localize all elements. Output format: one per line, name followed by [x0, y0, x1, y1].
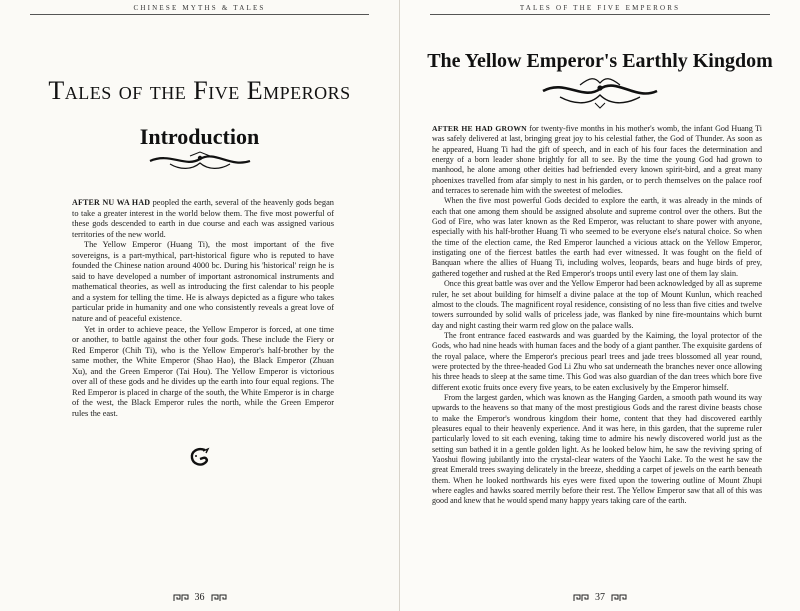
paragraph: The front entrance faced eastwards and was guarded by the Kaiming, the loyal protector of the Gods, who had nine heads with human faces and the body of a giant panther. The exquisite gardens of the royal palace, where the Emperor's precious pearl trees and jade trees blossomed all year round, were protected by the three-headed God Li Zhu who sat underneath the branches never once allowing his three heads to sleep at the same time. This God was also guardian of the dan trees which bore five different exotic fruits once every five years, to be eaten exclusively by the Emperor himself.	[432, 330, 762, 392]
key-pattern-ornament-icon	[173, 594, 189, 602]
left-body-text	[72, 198, 334, 419]
folio-left	[0, 592, 399, 603]
page-number: 37	[595, 592, 605, 603]
right-body-text	[432, 124, 762, 507]
paragraph: The Yellow Emperor (Huang Ti), the most important of the five sovereigns, is a part-mythical, part-historical figure who is reputed to have founded the Chinese nation around 4000 bc. During his 'historical' reign he is said to have developed a number of important astronomical instruments and mathematical theories, as well as introducing the first calendar to his people and a system for telling the time. He is always depicted as a figure who takes particular pride in humanity and one who consistently reveals a great love of nature and of peaceful existence.	[72, 240, 334, 324]
key-pattern-ornament-icon	[611, 594, 627, 602]
paragraph-text: for twenty-five months in his mother's womb, the infant God Huang Ti was safely delivered at last, bringing great joy to his celestial father, the God of Thunder. As soon as he appeared, Huang Ti had the gift of speech, and in each of his four faces the determination and energy of a born leader shone brightly for all to see. By the time the young God had grown to manhood, he alone among other deities had befriended every known spirit-bird, and a great many phoenixes travelled from afar simply to nest in his garden, or to perch themselves on the palace roof and terraces to serenade him with the sweetest of melodies.	[432, 124, 762, 196]
section-title: Introduction	[139, 124, 260, 149]
key-pattern-ornament-icon	[573, 594, 589, 602]
calligraphic-flourish-icon	[140, 150, 260, 172]
paragraph	[72, 198, 334, 240]
paragraph: Once this great battle was over and the Yellow Emperor had been acknowledged by all as supreme ruler, he set about building for himself a divine palace at the top of Mount Kunlun, which reached almost to the clouds. The magnificent royal residence, consisting of no less than five cities and twelve towers surrounded by solid walls of priceless jade, was flanked by nine fire-mountains which burnt day and night casting their warm red glow on the palace walls.	[432, 279, 762, 330]
lead-in: AFTER HE HAD GROWN	[432, 124, 527, 133]
paragraph: From the largest garden, which was known as the Hanging Garden, a smooth path wound its way upwards to the heavens so that many of the most prestigious Gods and the rarest divine beasts chose to make the Emperor's wondrous kingdom their home, content that they had discovered earthly pleasures equal to their heavenly experience. And it was here, in this garden, that the supreme ruler particularly loved to sit each evening, taking time to admire his newly discovered world just as the setting sun bathed it in a gentle golden light. As he looked below him, he saw the reviving spring of Yaoshui flowing jubilantly into the crystal-clear waters of the Yaochi Lake. To the west he saw the great Emerald trees swaying delicately in the breeze, shedding a carpet of jewels on the earth beneath them. When he looked northwards his eyes were fixed upon the towering outline of Mount Zhupi where eagles and hawks soared merrily before their rest. The Yellow Emperor saw that all of this was good and knew that he would spend many happy years taking care of the earth.	[432, 392, 762, 506]
story-title: The Yellow Emperor's Earthly Kingdom	[427, 50, 773, 72]
paragraph	[432, 124, 762, 196]
running-head-right: TALES OF THE FIVE EMPERORS	[519, 4, 681, 12]
paragraph: Yet in order to achieve peace, the Yellow Emperor is forced, at one time or another, to battle against the other four gods. These include the Fiery or Red Emperor (Chih Ti), who is the Yellow Emperor's half-brother by the same mother, the White Emperor (Shao Hao), the Black Emperor (Zhuan Xu), and the Green Emperor (Tai Hou). The Yellow Emperor is victorious over all of these gods and he divides up the earth into four equal regions. The Red Emperor is placed in charge of the south, the White Emperor is in charge of the west, the Black Emperor rules the north, while the Green Emperor rules the east.	[72, 324, 334, 418]
head-rule-left	[30, 14, 369, 15]
paragraph: When the five most powerful Gods decided to explore the earth, it was already in the minds of each that one among them should be assigned absolute and supreme control over the others. But the God of Fire, who was later known as the Red Emperor, was reluctant to share power with anyone, especially with his half-brother Huang Ti who seemed to be everyone else's natural choice. So when the time of the election came, the Red Emperor launched a vicious attack on the Yellow Emperor, instigating one of the fiercest battles the earth had ever witnessed. It was fought on the field of Banquan where the allies of Huang Ti, including wolves, leopards, bears and huge birds of prey, gathered together and rushed at the Red Emperor's troops until every last one of them lay slain.	[432, 196, 762, 278]
key-pattern-ornament-icon	[211, 594, 227, 602]
right-page	[400, 0, 800, 611]
calligraphic-flourish-icon	[535, 73, 665, 109]
chapter-title: Tales of the Five Emperors	[48, 76, 351, 105]
paragraph-text: peopled the earth, several of the heavenly gods began to take a greater interest in the world below them. The five most powerful of these gods descended to earth in due course and each was assigned various territories of the new world.	[72, 198, 334, 239]
running-head-left: CHINESE MYTHS & TALES	[133, 4, 266, 12]
folio-right	[400, 592, 800, 603]
dragon-end-ornament-icon	[187, 446, 213, 468]
page-number: 36	[194, 592, 205, 603]
lead-in: AFTER NU WA HAD	[72, 198, 151, 207]
head-rule-right	[430, 14, 770, 15]
